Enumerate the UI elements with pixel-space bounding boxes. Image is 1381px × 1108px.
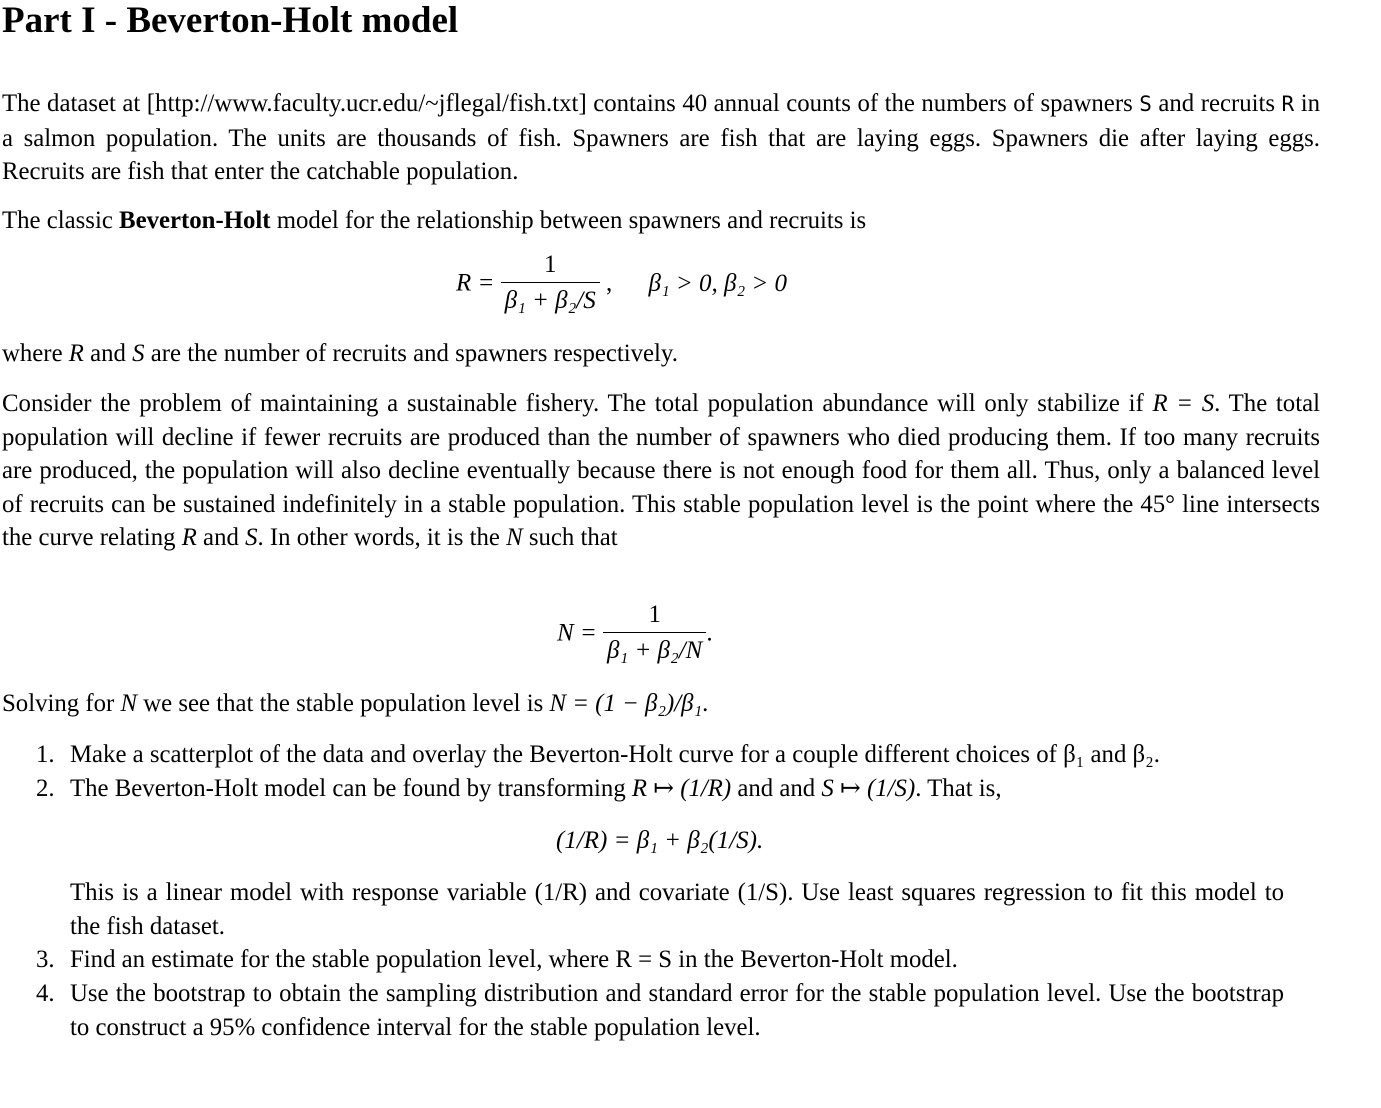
sustainability-paragraph: Consider the problem of maintaining a sustainable fishery. The total population abundance will only stabilize if R = S. The total population will decline if fewer recruits are produced than the number of spawners who died producing them. If too many recruits are produced, the population will also decline eventually because there is not enough food for them all. Thus, only a balanced level of recruits can be sustained indefinitely in a stable population. This stable population level is the point where the 45° line intersects the curve relating R and S. In other words, it is the N such that <box>2 390 1320 552</box>
dataset-link[interactable]: http://www.faculty.ucr.edu/~jflegal/fish.txt <box>155 90 579 117</box>
list-item: 4. Use the bootstrap to obtain the sampling distribution and standard error for the stable population level. Use the bootstrap to construct a 95% confidence interval for the stable population level. <box>36 979 1284 1041</box>
equation-linearized: (1/R) = β₁ + β₂(1/S). <box>556 827 764 855</box>
section-title: Part I - Beverton-Holt model <box>2 0 459 41</box>
list-item: 1. Make a scatterplot of the data and overlay the Beverton-Holt curve for a couple different choices of β₁ and β₂. <box>36 741 1160 768</box>
task-list <box>36 738 1284 1044</box>
model-name: Beverton-Holt <box>119 207 271 234</box>
stable-level-formula: N = (1 − β₂)/β₁ <box>549 690 703 717</box>
list-item: 2. The Beverton-Holt model can be found by transforming R ↦ (1/R) and and S ↦ (1/S). That is, (1/R) = β₁ + β₂(1/S). This is a linear model with response variable (1/R) and covariate (1/S). Use least squares regression to fit this model to the fish dataset. <box>36 772 1284 944</box>
solving-line: Solving for N we see that the stable population level is N = (1 − β₂)/β₁. <box>2 690 709 717</box>
parameter-constraint: β₁ > 0, β₂ > 0 <box>648 269 788 297</box>
equation-beverton-holt: R = $\frac{1}{\text{β₁ + β₂/S}}$ , β₁ > 0, β₂ > 0 <box>456 251 788 314</box>
intro-paragraph: The dataset at [http://www.faculty.ucr.edu/~jflegal/fish.txt] contains 40 annual counts of the numbers of spawners S and recruits R in a salmon population. The units are thousands of fish. Spawners are fish that are laying eggs. Spawners die after laying eggs. Recruits are fish that enter the catchable population. <box>2 90 1320 186</box>
list-item: 3. Find an estimate for the stable population level, where R = S in the Beverton-Holt model. <box>36 946 958 974</box>
equation-stable-level: N = $\frac{1}{\text{β₁ + β₂/N}}$ . <box>557 601 713 664</box>
intro-text: The dataset at [ <box>2 90 156 117</box>
var-r: R <box>1281 92 1295 116</box>
task2-followup: This is a linear model with response variable (1/R) and covariate (1/S). Use least squares regression to fit this model to the fish dataset. <box>70 879 1284 940</box>
var-s: S <box>1139 92 1152 116</box>
model-intro: The classic Beverton-Holt model for the relationship between spawners and recruits is <box>2 207 867 234</box>
document <box>2 0 1320 42</box>
where-line: where R and S are the number of recruits and spawners respectively. <box>2 340 678 367</box>
